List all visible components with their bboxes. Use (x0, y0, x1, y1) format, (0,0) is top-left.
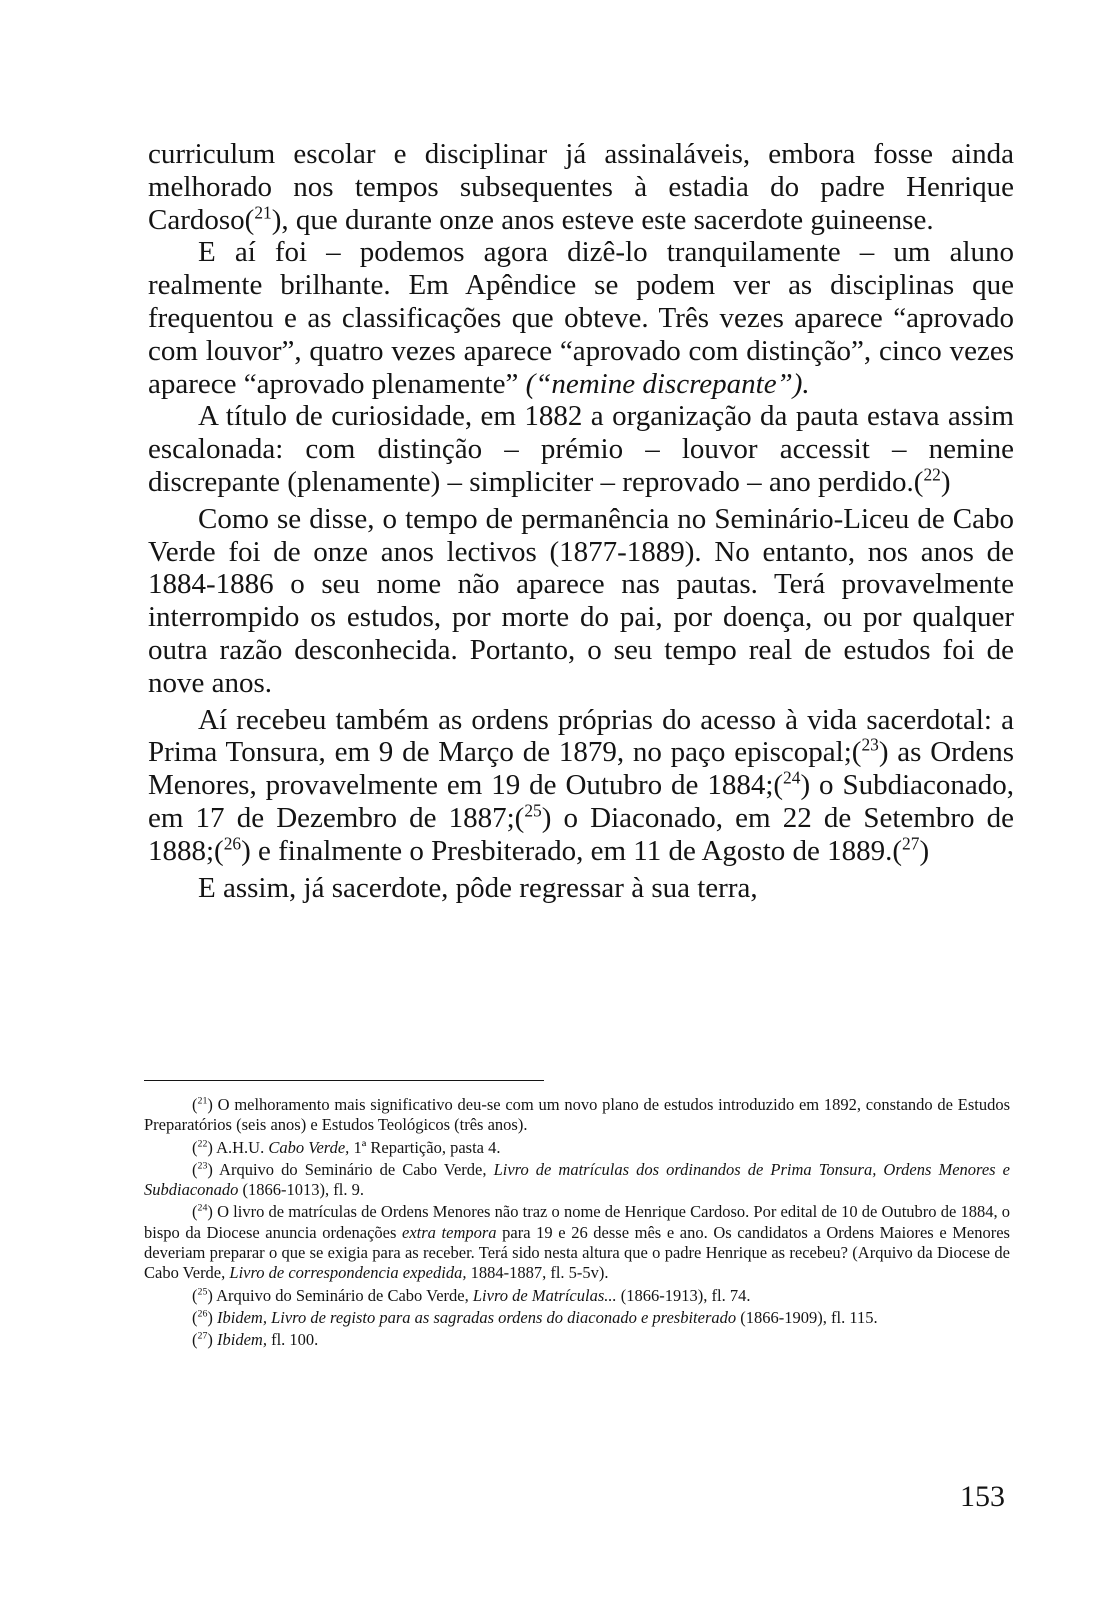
page-number: 153 (960, 1480, 1005, 1513)
footnotes (144, 1095, 1010, 1353)
footnote-ref-25: 25 (524, 800, 542, 821)
paragraph-2: E aí foi – podemos agora dizê-lo tranquilamente – um aluno realmente brilhante. Em Apêndice se podem ver as disciplinas que frequentou e as classificações que obteve. Três vezes aparece “aprovado com louvor”, quatro vezes aparece “aprovado com distinção”, cinco vezes aparece “aprovado plenamente” (“nemine discrepante”). (148, 236, 1014, 400)
footnote-25: ($^{25}$) Arquivo do Seminário de Cabo Verde, Livro de Matrículas... (1866-1913), fl. 74. (192, 1285, 751, 1305)
paragraph-6: E assim, já sacerdote, pôde regressar à sua terra, (198, 871, 758, 904)
paragraph-1: curriculum escolar e disciplinar já assinaláveis, embora fosse ainda melhorado nos tempos subsequentes à estadia do padre Henrique Cardoso($^{21}$), que durante onze anos esteve este sacerdote guineense. (148, 138, 1014, 236)
footnote-24: ($^{24}$) O livro de matrículas de Ordens Menores não traz o nome de Henrique Cardoso. Por edital de 10 de Outubro de 1884, o bispo da Diocese anuncia ordenações extra tempora para 19 e 26 desse mês e ano. Os candidatos a Ordens Maiores e Menores deveriam preparar o que se exigia para as receber. Terá sido nesta altura que o padre Henrique as recebeu? (Arquivo da Diocese de Cabo Verde, Livro de correspondencia expedida, 1884-1887, fl. 5-5v). (144, 1202, 1011, 1283)
footnote-21: ($^{21}$) O melhoramento mais significativo deu-se com um novo plano de estudos introduzido em 1892, constando de Estudos Preparatórios (seis anos) e Estudos Teológicos (três anos). (144, 1095, 1010, 1135)
footnote-ref-27: 27 (902, 833, 920, 854)
main-text (148, 138, 1014, 904)
footnote-ref-22: 22 (923, 464, 941, 485)
paragraph-3: A título de curiosidade, em 1882 a organização da pauta estava assim escalonada: com distinção – prémio – louvor accessit – nemine discrepante (plenamente) – simpliciter – reprovado – ano perdido.($^{22}$) (148, 400, 1014, 498)
footnote-ref-24: 24 (783, 767, 801, 788)
paragraph-4: Como se disse, o tempo de permanência no Seminário-Liceu de Cabo Verde foi de onze anos lectivos (1877-1889). No entanto, nos anos de 1884-1886 o seu nome não aparece nas pautas. Terá provavelmente interrompido os estudos, por morte do pai, por doença, ou por qualquer outra razão desconhecida. Portanto, o seu tempo real de estudos foi de nove anos. (148, 502, 1014, 699)
footnote-23: ($^{23}$) Arquivo do Seminário de Cabo Verde, Livro de matrículas dos ordinandos de Prima Tonsura, Ordens Menores e Subdiaconado (1866-1013), fl. 9. (144, 1159, 1011, 1200)
footnote-27: ($^{27}$) Ibidem, fl. 100. (192, 1330, 319, 1350)
paragraph-5: Aí recebeu também as ordens próprias do acesso à vida sacerdotal: a Prima Tonsura, em 9 de Março de 1879, no paço episcopal;($^{23}$) as Ordens Menores, provavelmente em 19 de Outubro de 1884;($^{24}$) o Subdiaconado, em 17 de Dezembro de 1887;($^{25}$) o Diaconado, em 22 de Setembro de 1888;($^{26}$) e finalmente o Presbiterado, em 11 de Agosto de 1889.($^{27}$) (148, 703, 1014, 867)
footnote-ref-26: 26 (223, 833, 242, 854)
footnote-22: ($^{22}$) A.H.U. Cabo Verde, 1ª Repartição, pasta 4. (192, 1137, 501, 1157)
footnote-ref-21: 21 (254, 201, 272, 222)
latin-phrase: (“nemine discrepante”). (525, 367, 810, 400)
footnote-26: ($^{26}$) Ibidem, Livro de registo para as sagradas ordens do diaconado e presbiterado (1866-1909), fl. 115. (192, 1307, 878, 1327)
footnote-ref-23: 23 (861, 734, 879, 755)
footnote-divider (144, 1080, 544, 1081)
